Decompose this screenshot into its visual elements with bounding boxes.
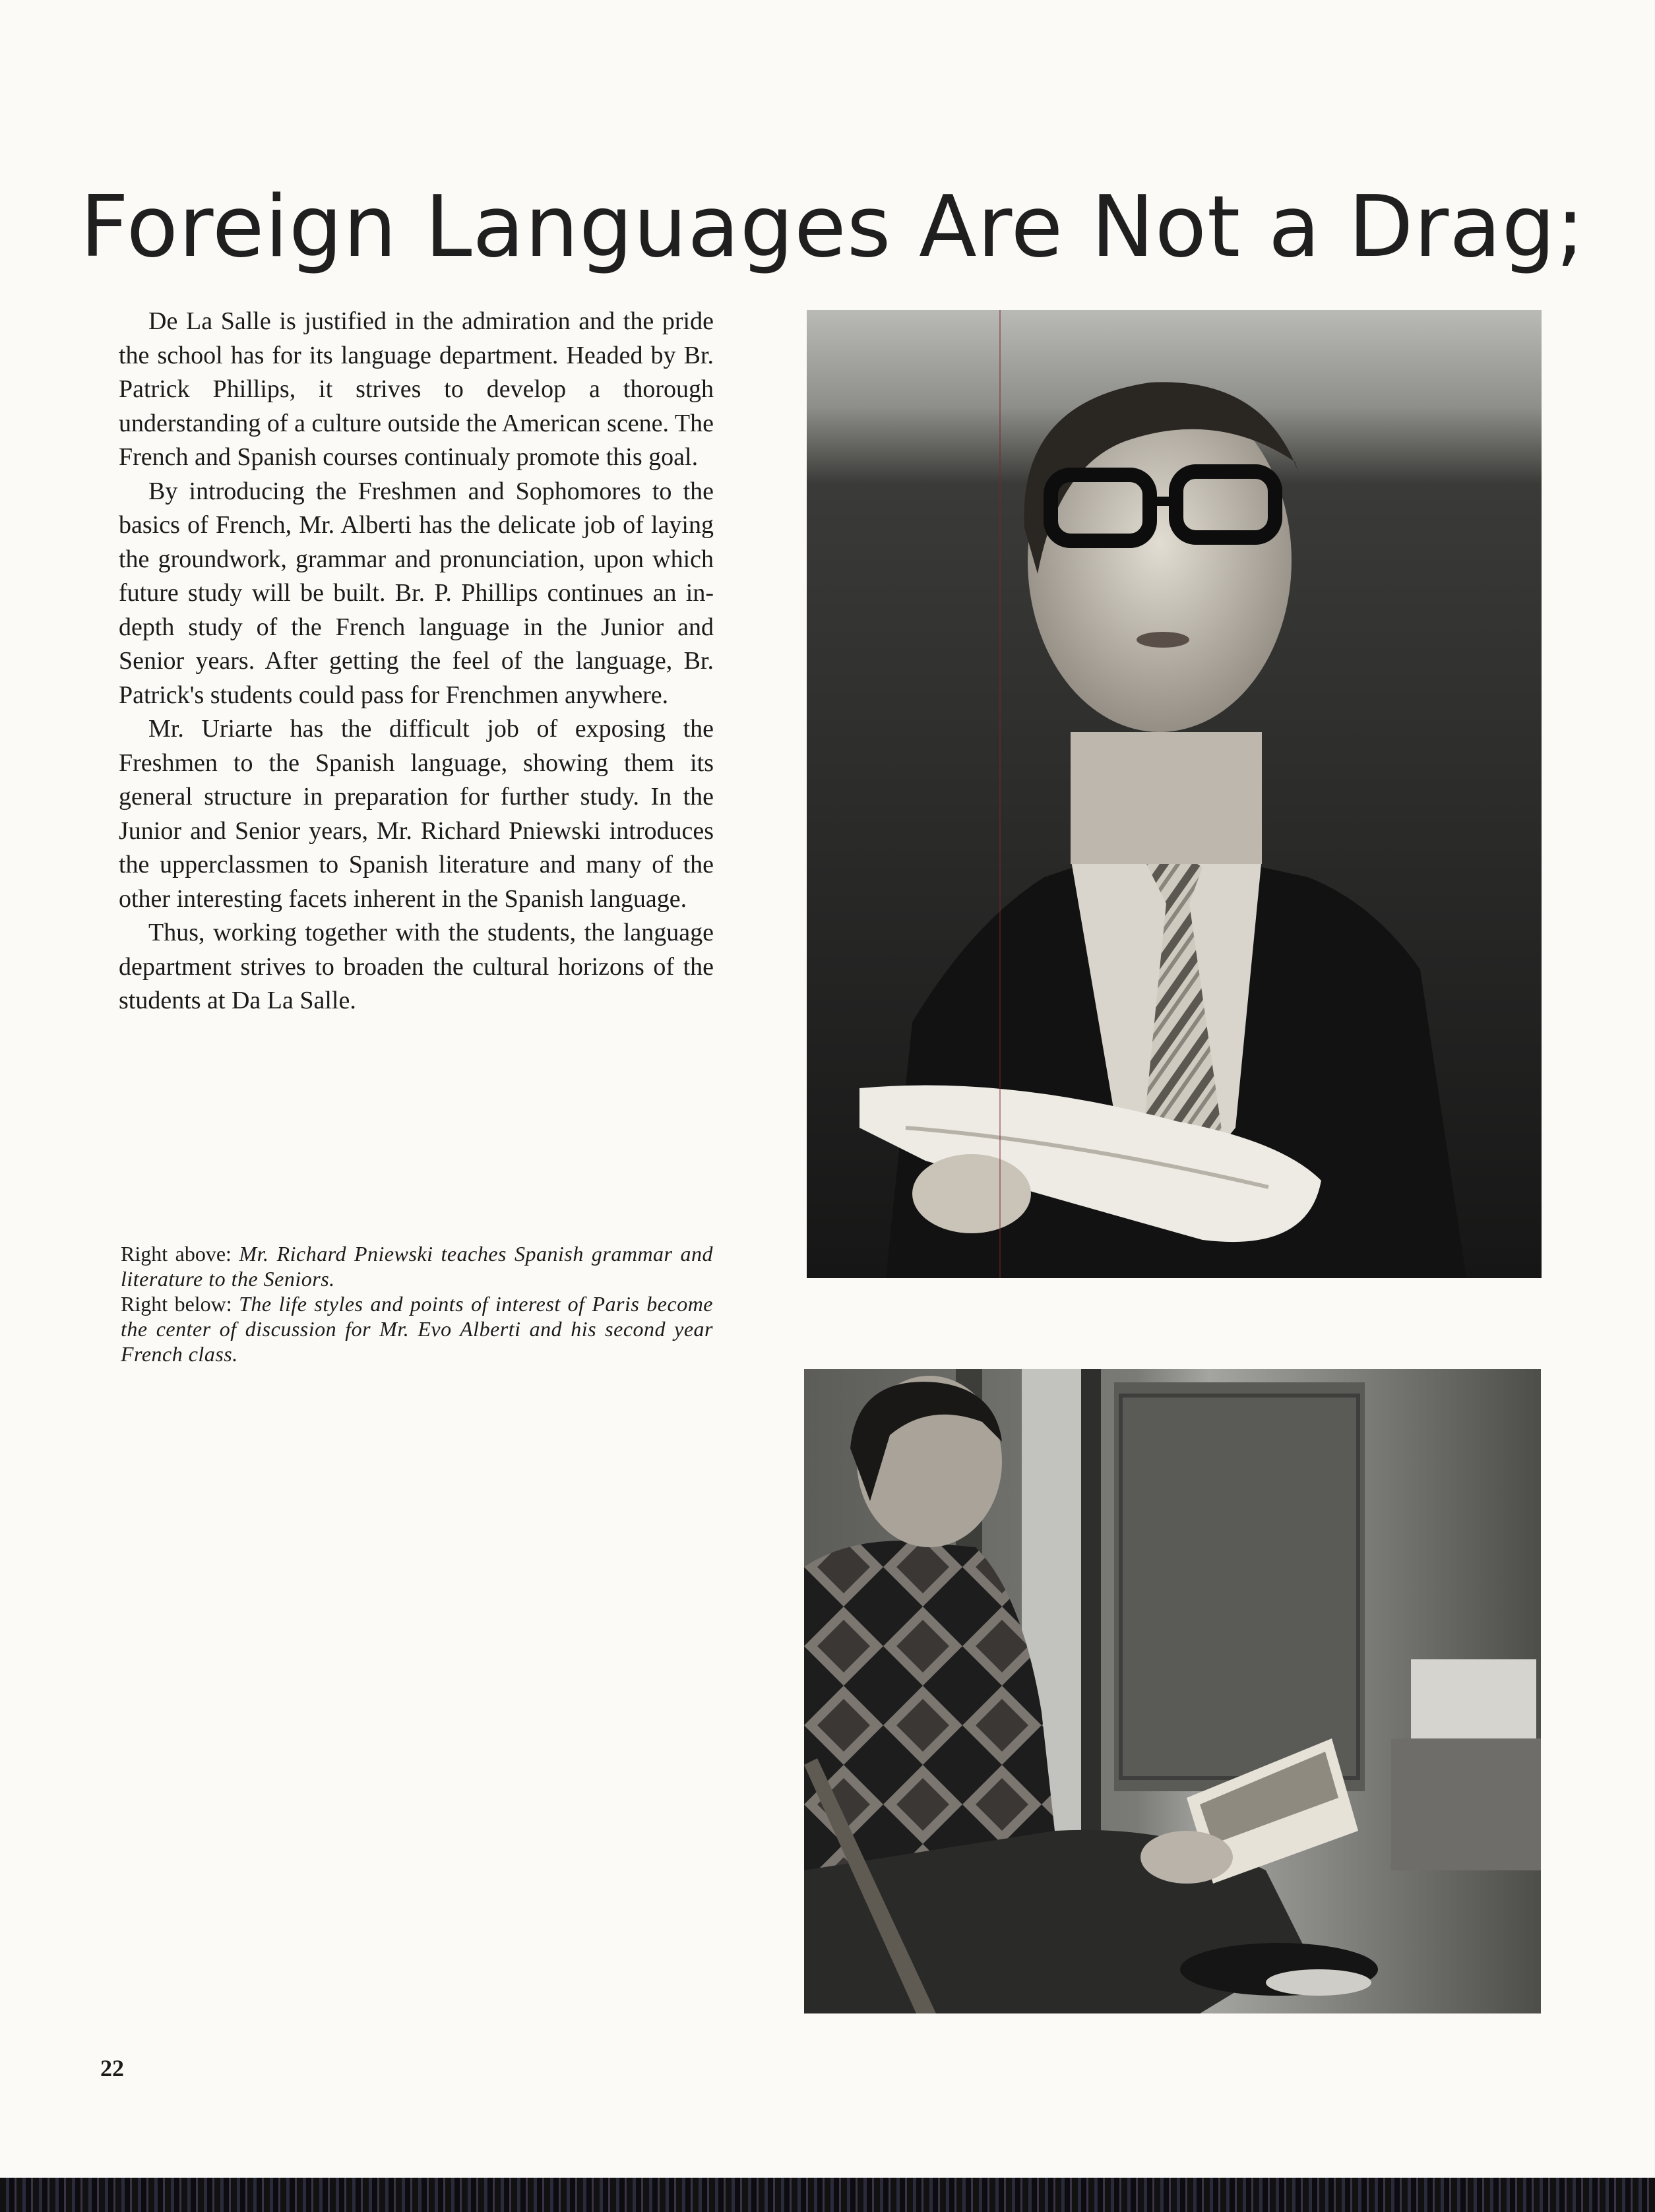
caption-below-label: Right below: (121, 1292, 232, 1316)
page-title: Foreign Languages Are Not a Drag; (80, 177, 1585, 276)
caption-above (121, 1241, 713, 1291)
caption-below (121, 1291, 713, 1367)
photo-alberti (804, 1369, 1541, 2013)
photo-pniewski-image (807, 310, 1542, 1278)
article-paragraph: Thus, working together with the students, the language department strives to broaden the cultural horizons of the students at Da La Salle. (119, 919, 714, 1014)
article-paragraph: Mr. Uriarte has the difficult job of exposing the Freshmen to the Spanish language, showing them its general structure in preparation for further study. In the Junior and Senior years, Mr. Richard Pniewski introduces the upperclassmen to Spanish literature and many of the other interesting facets inherent in the Spanish language. (119, 715, 714, 913)
article-paragraph: By introducing the Freshmen and Sophomores to the basics of French, Mr. Alberti has the delicate job of laying the groundwork, grammar and pronunciation, upon which future study will be built. Br. P. Phillips continues an in-depth study of the French language in the Junior and Senior years. After getting the feel of the language, Br. Patrick's students could pass for Frenchmen anywhere. (119, 477, 714, 709)
scan-edge-strip (0, 2178, 1655, 2212)
caption-above-text: Mr. Richard Pniewski teaches Spanish grammar and literature to the Seniors. (121, 1242, 714, 1291)
photo-alberti-image (804, 1369, 1541, 2013)
article-body (119, 305, 714, 1018)
caption-above-label: Right above: (121, 1242, 232, 1266)
photo-pniewski (807, 310, 1542, 1278)
article-paragraph: De La Salle is justified in the admiration and the pride the school has for its language department. Headed by Br. Patrick Phillips, it strives to develop a thorough understanding of a culture outside the American scene. The French and Spanish courses continualy promote this goal. (119, 307, 714, 471)
page-number: 22 (100, 2055, 124, 2081)
photo-captions (121, 1241, 713, 1367)
caption-below-text: The life styles and points of interest of Paris become the center of discussion for Mr. Evo Alberti and his second year French class. (121, 1292, 714, 1366)
